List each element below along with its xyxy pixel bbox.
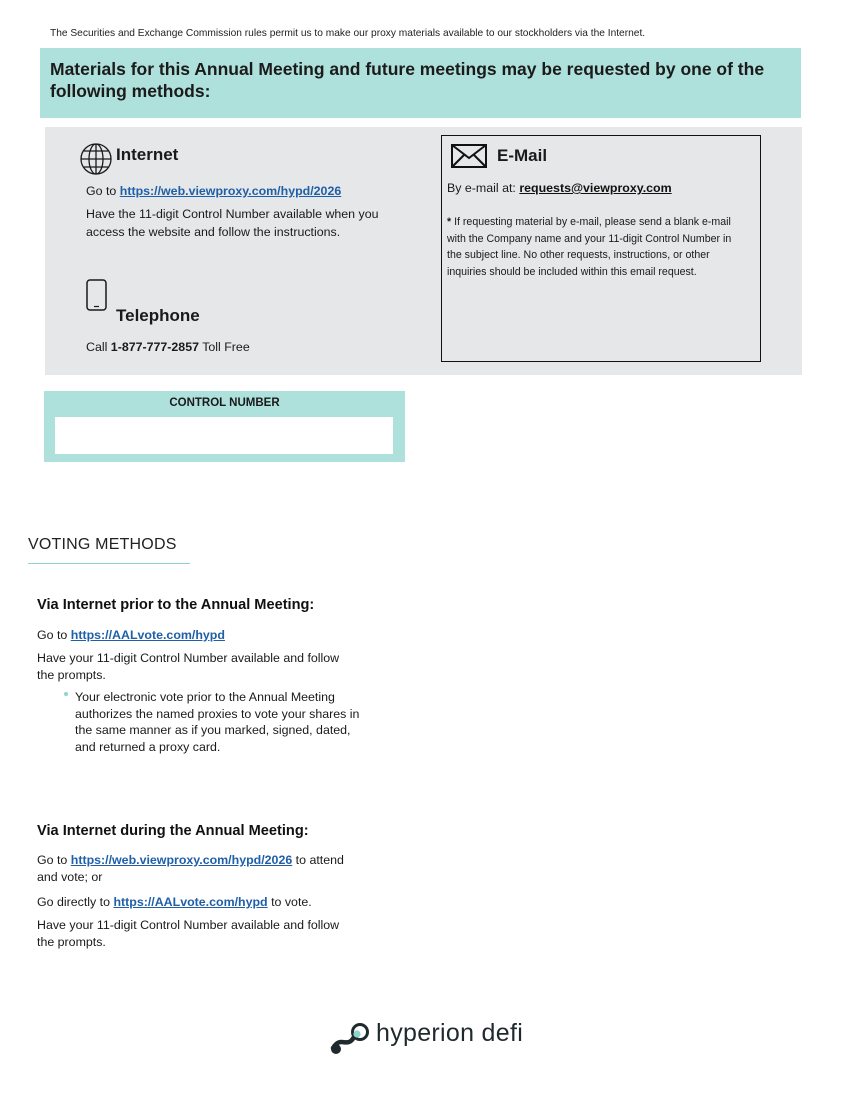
internet-instructions-line-2: access the website and follow the instructions.: [86, 225, 341, 239]
vote-during-to-vote-text: to vote.: [267, 895, 312, 909]
telephone-line: [86, 339, 250, 356]
email-address-line: [447, 181, 672, 195]
internet-title: Internet: [116, 145, 179, 164]
internet-instructions-line-1: Have the 11-digit Control Number available when you: [86, 207, 379, 221]
internet-go-to-label: Go to: [86, 184, 120, 198]
email-title: E-Mail: [497, 146, 548, 165]
vote-during-go-directly-label: Go directly to: [37, 895, 114, 909]
control-number-field[interactable]: [55, 417, 393, 454]
vote-prior-instructions: Have your 11-digit Control Number available and follow the prompts.: [37, 651, 340, 682]
voting-methods-divider: [28, 563, 190, 564]
vote-prior-bullet: Your electronic vote prior to the Annual Meeting authorizes the named proxies to vote your shares in the same manner as if you marked, signed, dated, and returned a proxy card.: [75, 690, 360, 754]
telephone-number[interactable]: 1-877-777-2857: [110, 340, 199, 354]
bullet-dot-icon: [64, 692, 68, 696]
materials-banner: [40, 48, 801, 118]
intro-text: The Securities and Exchange Commission rules permit us to make our proxy materials available to our stockholders via the Internet.: [50, 28, 646, 39]
envelope-icon: [451, 144, 487, 168]
email-by-label: By e-mail at:: [447, 181, 520, 195]
vote-prior-go-to-line: [37, 627, 367, 644]
vote-during-heading: Via Internet during the Annual Meeting:: [37, 823, 309, 839]
banner-line-2: following methods:: [50, 81, 211, 101]
internet-viewproxy-link[interactable]: https://web.viewproxy.com/hypd/2026: [119, 184, 342, 198]
vote-during-go-to-label: Go to: [37, 853, 71, 867]
phone-icon: [86, 279, 107, 311]
vote-prior-aalvote-link[interactable]: https://AALvote.com/hypd: [70, 628, 225, 642]
telephone-toll-free: Toll Free: [198, 340, 250, 354]
vote-during-instructions: Have your 11-digit Control Number available and follow the prompts.: [37, 918, 340, 949]
email-note: [447, 214, 747, 280]
email-note-text: If requesting material by e-mail, please send a blank e-mail with the Company name and your 11-digit Control Number in the subject line. No other requests, instructions, or other inquiries should be included within this email request.: [447, 216, 732, 278]
email-requests-link[interactable]: requests@viewproxy.com: [519, 181, 672, 195]
vote-during-go-directly-line: [37, 894, 367, 911]
control-number-label: CONTROL NUMBER: [169, 397, 280, 409]
telephone-call-label: Call: [86, 340, 111, 354]
globe-icon: [79, 142, 113, 176]
vote-during-attend-text: to attend and vote; or: [37, 853, 344, 884]
telephone-title: Telephone: [116, 306, 200, 325]
vote-during-viewproxy-link[interactable]: https://web.viewproxy.com/hypd/2026: [70, 853, 293, 867]
banner-line-1: Materials for this Annual Meeting and future meetings may be requested by one of the: [50, 59, 765, 79]
vote-prior-go-to-label: Go to: [37, 628, 71, 642]
vote-during-aalvote-link[interactable]: https://AALvote.com/hypd: [113, 895, 268, 909]
vote-during-go-to-line: [37, 852, 357, 885]
voting-methods-heading: VOTING METHODS: [28, 536, 177, 553]
internet-go-to-line: [86, 183, 341, 200]
vote-prior-heading: Via Internet prior to the Annual Meeting:: [37, 597, 315, 613]
hyperion-logo-icon: [330, 1022, 370, 1056]
email-note-star: *: [447, 216, 452, 228]
hyperion-logo-text: hyperion defi: [376, 1019, 524, 1047]
